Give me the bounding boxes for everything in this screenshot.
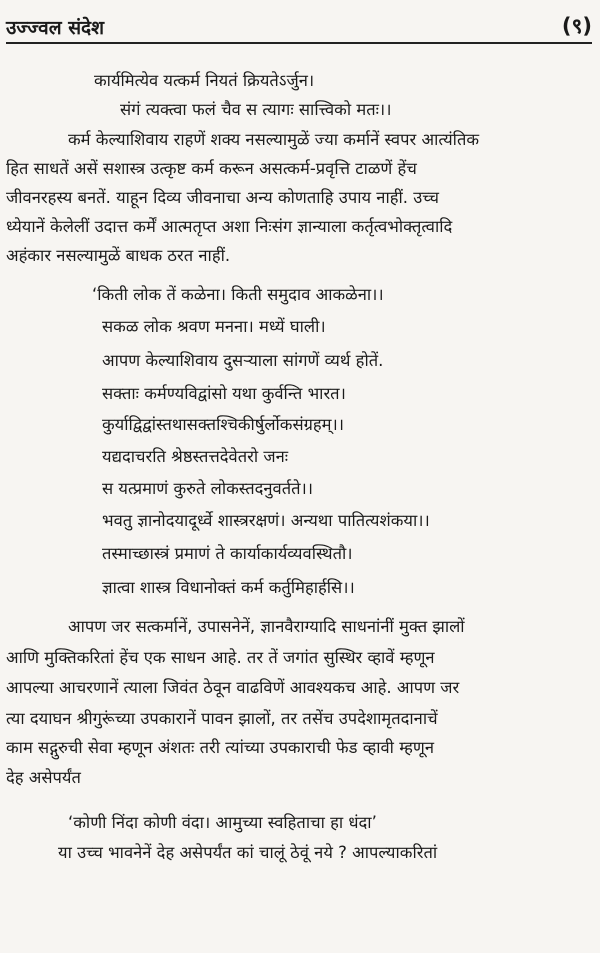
verse-line: आपण केल्याशिवाय दुसऱ्याला सांगणें व्यर्थ होतें. bbox=[102, 351, 384, 370]
verse-line: भवतु ज्ञानोदयादूर्ध्वे शास्त्ररक्षणं। अन्यथा पातित्यशंकया।। bbox=[102, 511, 430, 530]
paragraph-line: देह असेपर्यंत bbox=[6, 768, 81, 787]
paragraph-line: कर्म केल्याशिवाय राहणें शक्य नसल्यामुळें ज्या कर्मानें स्वपर आत्यंतिक bbox=[68, 130, 480, 149]
verse-line: कार्यमित्येव यत्कर्म नियतं क्रियतेऽर्जुन। bbox=[94, 71, 315, 90]
paragraph-line: या उच्च भावनेनें देह असेपर्यंत कां चालूं ठेवूं नये ? आपल्याकरितां bbox=[58, 843, 438, 862]
verse-line: यद्यदाचरति श्रेष्ठस्तत्तदेवेतरो जनः bbox=[102, 447, 289, 466]
verse-line: सकळ लोक श्रवण मनना। मध्यें घाली। bbox=[102, 317, 326, 336]
paragraph-line: अहंकार नसल्यामुळें बाधक ठरत नाहीं. bbox=[6, 246, 231, 265]
paragraph-line: जीवनरहस्य बनतें. याहून दिव्य जीवनाचा अन्य कोणताहि उपाय नाहीं. उच्च bbox=[6, 188, 440, 207]
verse-line: सक्ताः कर्मण्यविद्वांसो यथा कुर्वन्ति भारत। bbox=[102, 384, 346, 403]
paragraph-line: आपण जर सत्कर्मानें, उपासनेनें, ज्ञानवैराग्यादि साधनांनीं मुक्त झालों bbox=[68, 617, 465, 636]
verse-line: स यत्प्रमाणं कुरुते लोकस्तदनुवर्तते।। bbox=[102, 479, 314, 498]
verse-line: ‘कोणी निंदा कोणी वंदा। आमुच्या स्वहिताचा हा धंदा’ bbox=[68, 813, 377, 832]
paragraph-line: आणि मुक्तिकरितां हेंच एक साधन आहे. तर तें जगांत सुस्थिर व्हावें म्हणून bbox=[6, 648, 435, 667]
verse-line: ज्ञात्वा शास्त्र विधानोक्तं कर्म कर्तुमिहार्हसि।। bbox=[102, 578, 355, 597]
verse-line: तस्माच्छास्त्रं प्रमाणं ते कार्याकार्यव्यवस्थितौ। bbox=[102, 544, 353, 563]
verse-line: ‘किती लोक तें कळेना। किती समुदाव आकळेना।। bbox=[92, 285, 384, 304]
verse-line: संगं त्यक्त्वा फलं चैव स त्यागः सात्त्विको मतः।। bbox=[120, 100, 392, 119]
paragraph-line: आपल्या आचरणानें त्याला जिवंत ठेवून वाढविणें आवश्यकच आहे. आपण जर bbox=[6, 678, 460, 697]
paragraph-line: त्या दयाघन श्रीगुरूंच्या उपकारानें पावन झालों, तर तसेंच उपदेशामृतदानाचें bbox=[6, 709, 438, 728]
paragraph-line: काम सद्गुरुची सेवा म्हणून अंशतः तरी त्यांच्या उपकाराची फेड व्हावी म्हणून bbox=[6, 738, 435, 757]
paragraph-line: हित साधतें असें सशास्त्र उत्कृष्ट कर्म करून असत्कर्म-प्रवृत्ति टाळणें हेंच bbox=[6, 159, 417, 178]
page-number: (९) bbox=[561, 14, 592, 38]
page-header bbox=[6, 12, 592, 44]
running-title: उज्ज्वल संदेश bbox=[6, 17, 105, 39]
verse-line: कुर्याद्विद्वांस्तथासक्तश्चिकीर्षुर्लोकसंग्रहम्।। bbox=[102, 415, 345, 434]
paragraph-line: ध्येयानें केलेलीं उदात्त कर्में आत्मतृप्त अशा निःसंग ज्ञान्याला कर्तृत्वभोक्तृत्वादि bbox=[6, 217, 453, 236]
